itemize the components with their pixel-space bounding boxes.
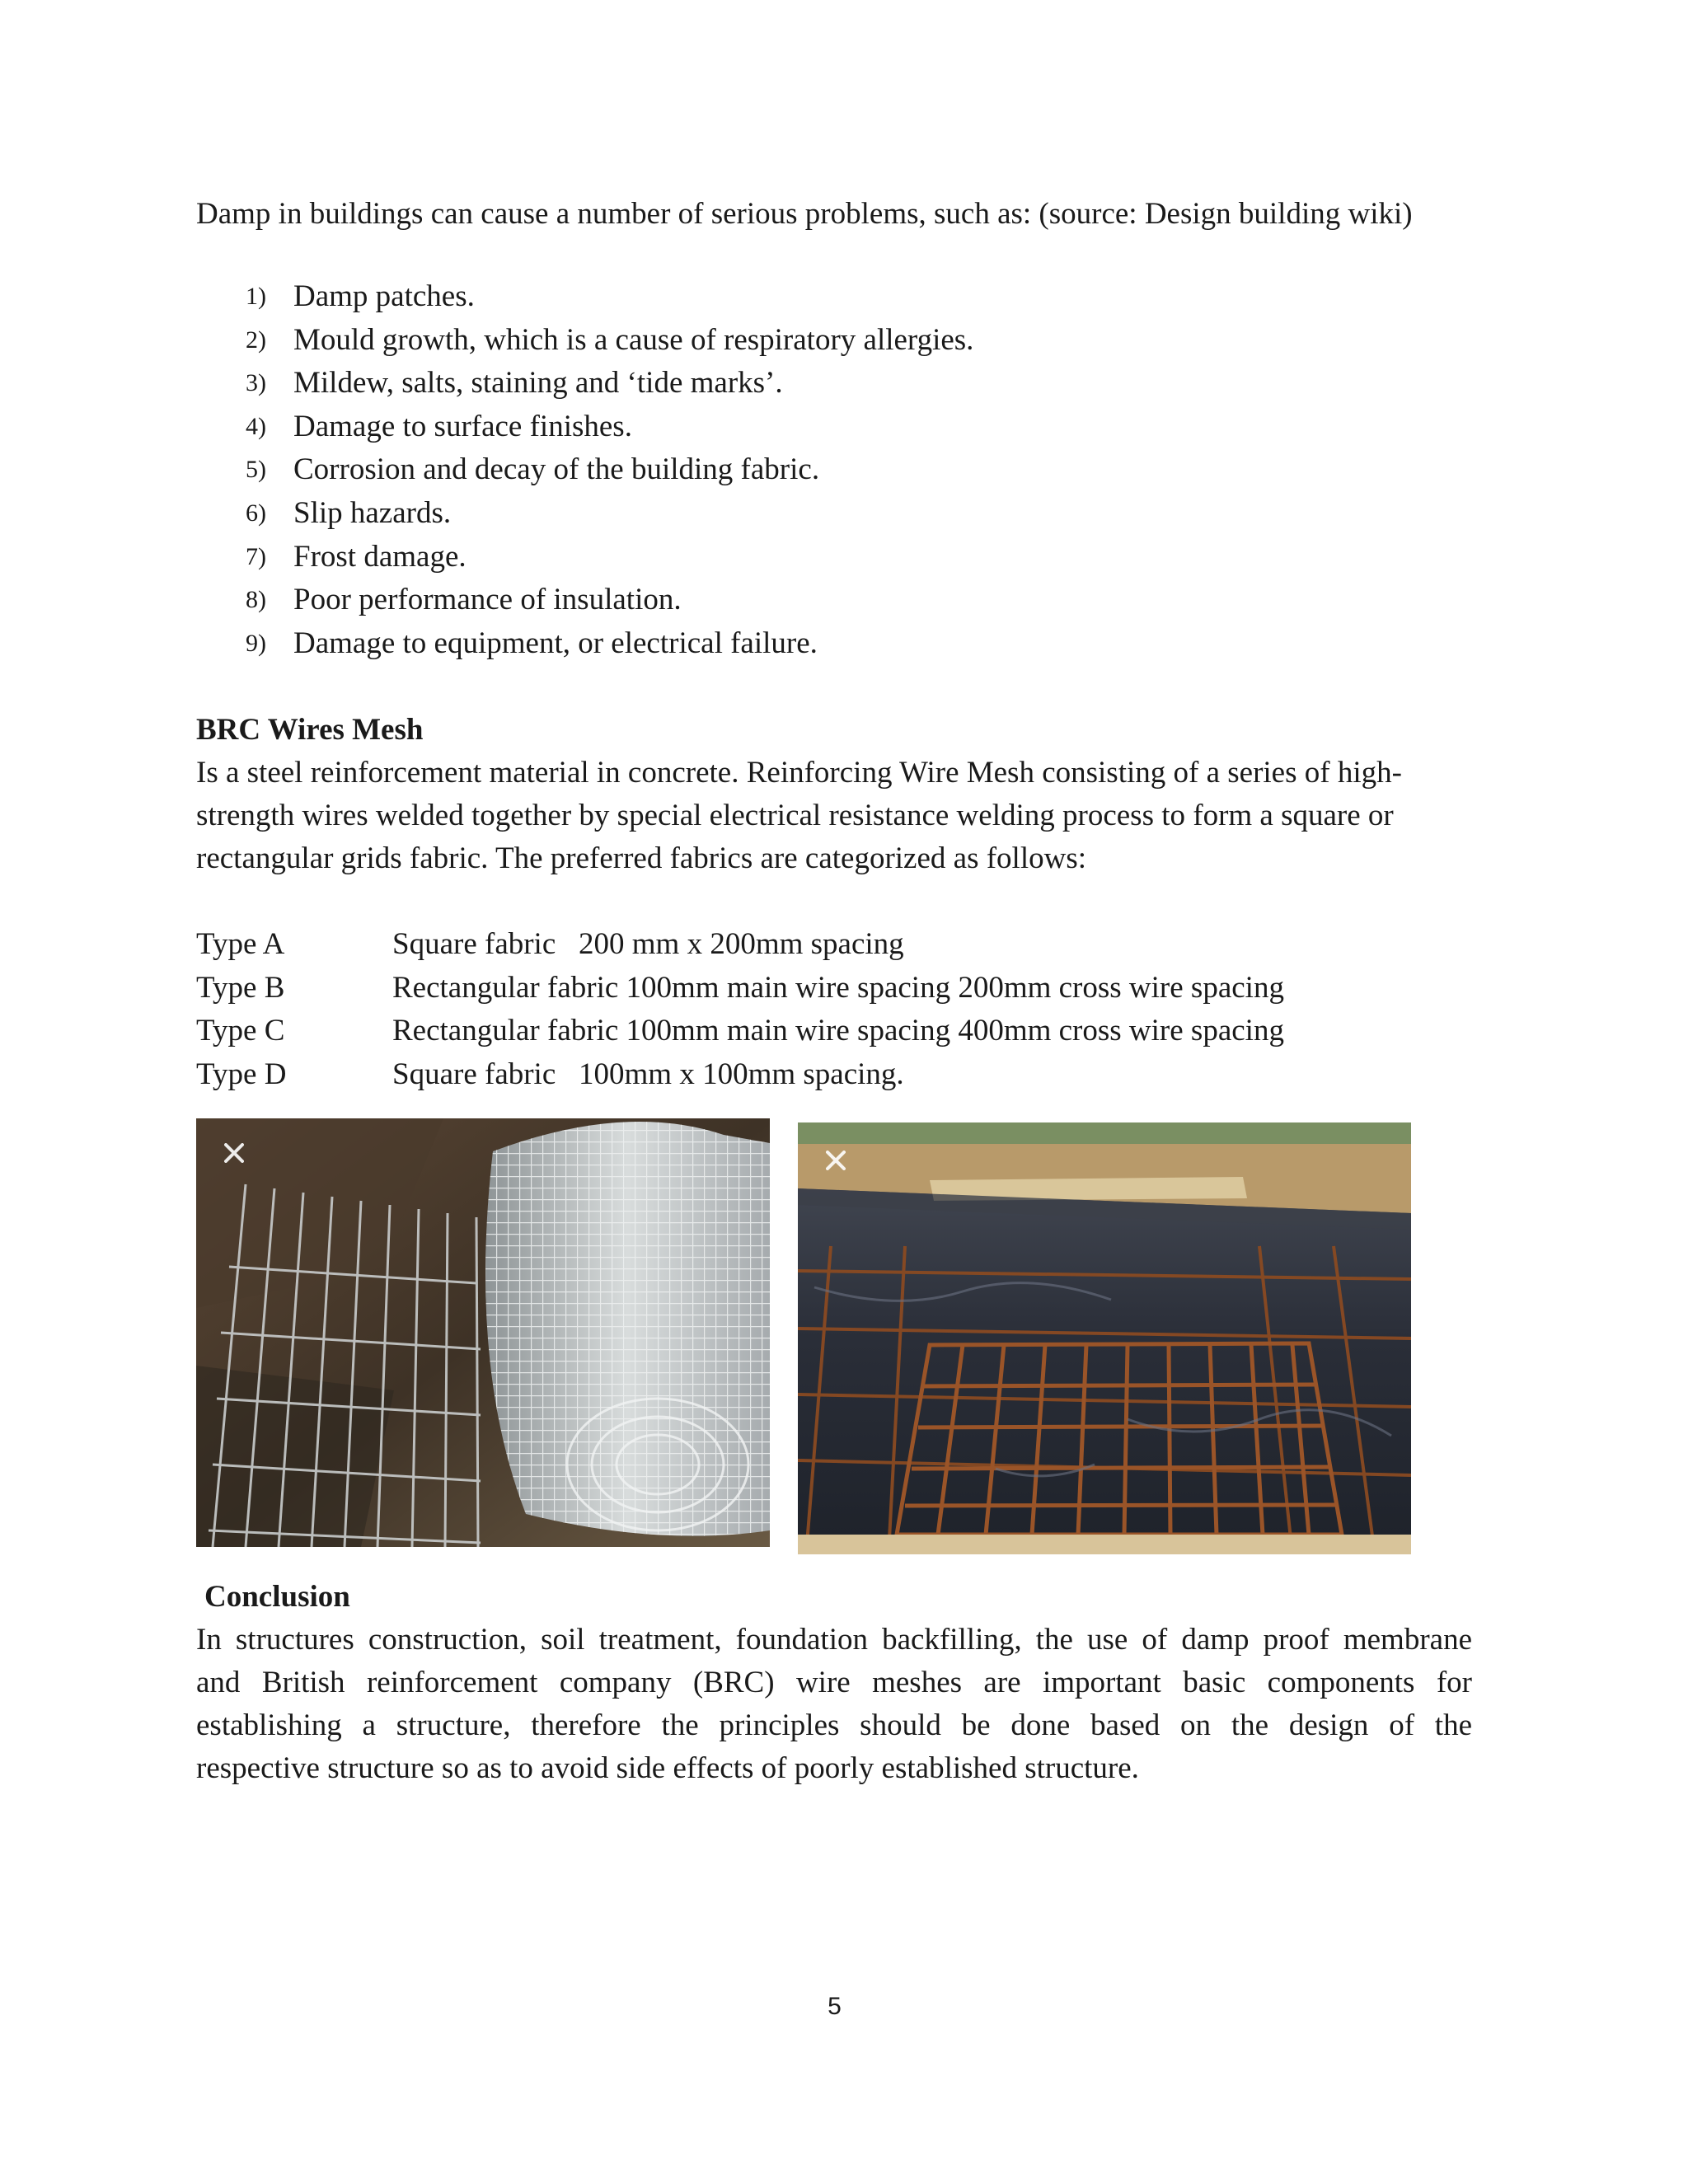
list-number: 1) xyxy=(246,283,266,310)
fabric-type-desc: Square fabric 100mm x 100mm spacing. xyxy=(392,1057,904,1091)
fabric-type-row xyxy=(196,1010,1515,1053)
list-number: 3) xyxy=(246,369,266,397)
list-item xyxy=(196,275,973,319)
list-number: 6) xyxy=(246,499,266,527)
brc-line: rectangular grids fabric. The preferred fabrics are categorized as follows: xyxy=(196,841,1086,875)
list-number: 7) xyxy=(246,542,266,570)
page-number: 5 xyxy=(828,1993,842,2020)
list-text: Damage to surface finishes. xyxy=(293,409,632,443)
list-text: Damage to equipment, or electrical failure. xyxy=(293,626,818,660)
damp-problems-list xyxy=(196,275,973,665)
wire-mesh-roll-photo xyxy=(196,1118,770,1547)
fabric-types-list xyxy=(196,923,1515,1096)
fabric-type-row xyxy=(196,923,1515,967)
conclusion-line: and British reinforcement company (BRC) wire meshes are important basic components for xyxy=(196,1666,1472,1699)
list-number: 5) xyxy=(246,456,266,484)
list-item xyxy=(196,319,973,363)
list-text: Frost damage. xyxy=(293,539,467,574)
conclusion-line: establishing a structure, therefore the principles should be done based on the design of the xyxy=(196,1708,1472,1742)
list-text: Mould growth, which is a cause of respiratory allergies. xyxy=(293,322,974,357)
brc-line: Is a steel reinforcement material in concrete. Reinforcing Wire Mesh consisting of a series of high- xyxy=(196,756,1402,790)
fabric-type-row xyxy=(196,967,1515,1010)
list-item xyxy=(196,622,973,666)
list-item xyxy=(196,362,973,405)
conclusion-heading: Conclusion xyxy=(204,1580,350,1614)
intro-paragraph: Damp in buildings can cause a number of serious problems, such as: (source: Design building wiki) xyxy=(196,197,1413,231)
fabric-type-desc: Square fabric 200 mm x 200mm spacing xyxy=(392,927,904,961)
fabric-type-name: Type D xyxy=(196,1057,287,1091)
list-text: Corrosion and decay of the building fabric. xyxy=(293,452,820,487)
brc-line: strength wires welded together by special electrical resistance welding process to form a square or xyxy=(196,799,1394,832)
conclusion-line: respective structure so as to avoid side effects of poorly established structure. xyxy=(196,1751,1139,1785)
list-text: Damp patches. xyxy=(293,279,475,313)
conclusion-line: In structures construction, soil treatment, foundation backfilling, the use of damp proof membrane xyxy=(196,1623,1472,1657)
list-number: 4) xyxy=(246,412,266,440)
list-text: Slip hazards. xyxy=(293,495,452,530)
list-text: Poor performance of insulation. xyxy=(293,583,682,617)
fabric-type-desc: Rectangular fabric 100mm main wire spacing 400mm cross wire spacing xyxy=(392,1014,1284,1048)
list-item xyxy=(196,405,973,449)
brc-heading: BRC Wires Mesh xyxy=(196,713,424,747)
list-item xyxy=(196,579,973,622)
list-number: 9) xyxy=(246,629,266,657)
list-item xyxy=(196,448,973,492)
list-number: 8) xyxy=(246,586,266,614)
list-number: 2) xyxy=(246,326,266,354)
rebar-on-membrane-illustration xyxy=(798,1122,1411,1554)
wire-mesh-roll-illustration xyxy=(196,1118,770,1547)
fabric-type-desc: Rectangular fabric 100mm main wire spacing 200mm cross wire spacing xyxy=(392,970,1284,1005)
rebar-on-membrane-photo xyxy=(798,1122,1411,1554)
brc-paragraph xyxy=(196,752,1498,880)
fabric-type-name: Type B xyxy=(196,970,285,1005)
list-item xyxy=(196,492,973,536)
list-text: Mildew, salts, staining and ‘tide marks’. xyxy=(293,366,783,401)
fabric-type-name: Type C xyxy=(196,1014,285,1048)
fabric-type-row xyxy=(196,1053,1515,1097)
list-item xyxy=(196,536,973,579)
conclusion-paragraph xyxy=(196,1619,1472,1790)
fabric-type-name: Type A xyxy=(196,927,285,961)
